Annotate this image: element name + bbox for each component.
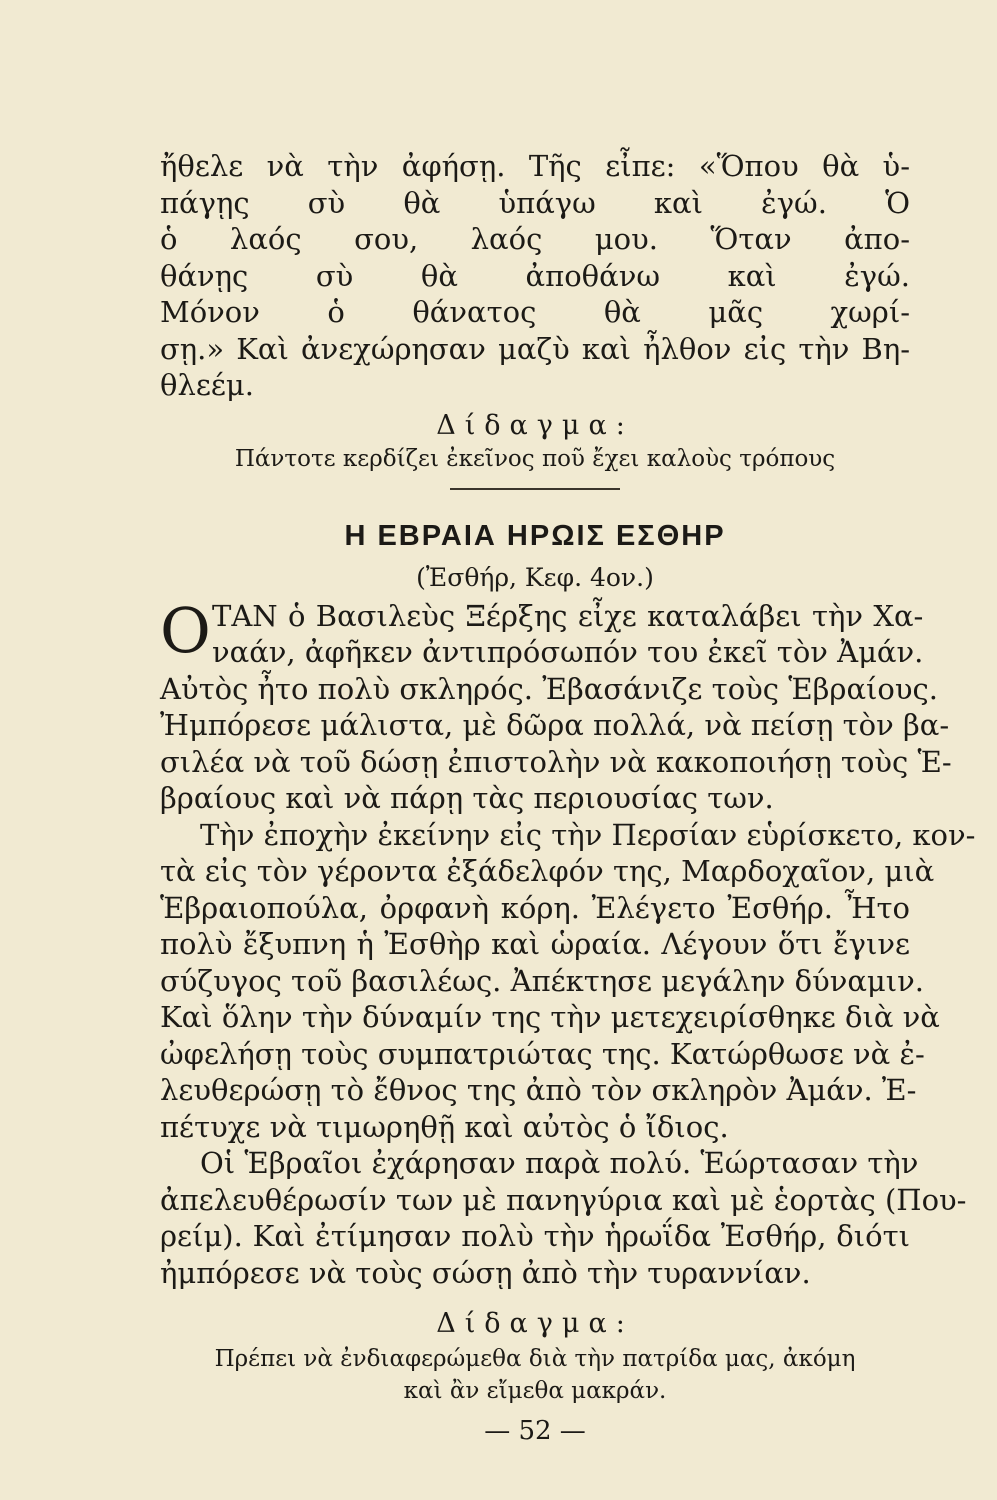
text-line: Μόνον ὁ θάνατος θὰ μᾶς χωρί- [160, 295, 910, 329]
text-line: ὁ λαός σου, λαός μου. Ὅταν ἀπο- [160, 222, 910, 256]
text-line: πολὺ ἔξυπνη ἡ Ἐσθὴρ καὶ ὡραία. Λέγουν ὅτι ἔγινε [160, 927, 910, 961]
text-line: πάγῃς σὺ θὰ ὑπάγω καὶ ἐγώ. Ὁ [160, 185, 910, 220]
section-divider [450, 488, 620, 490]
lesson-text: καὶ ἂν εἴμεθα μακράν. [403, 1378, 667, 1404]
paragraph-1 [160, 671, 952, 817]
story-title: Η ΕΒΡΑΙΑ ΗΡΩΙΣ ΕΣΘΗΡ [344, 519, 726, 552]
text-line: τὰ εἰς τὸν γέροντα ἐξάδελφόν της, Μαρδοχαῖον, μιὰ [160, 854, 935, 888]
opening-paragraph [160, 593, 924, 671]
text-line: βραίους καὶ νὰ πάρῃ τὰς περιουσίας των. [160, 781, 774, 815]
text-line: ὠφελήσῃ τοὺς συμπατριώτας της. Κατώρθωσε νὰ ἐ- [160, 1036, 925, 1071]
text-line: Ἑβραιοπούλα, ὀρφανὴ κόρη. Ἐλέγετο Ἐσθήρ. Ἦτο [160, 890, 910, 925]
text-line: πέτυχε νὰ τιμωρηθῇ καὶ αὐτὸς ὁ ἴδιος. [160, 1109, 729, 1144]
text-line: θλεέμ. [160, 368, 254, 402]
text-line: ναάν, ἀφῆκεν ἀντιπρόσωπόν του ἐκεῖ τὸν Ἀμάν. [212, 635, 924, 669]
top-paragraph [160, 148, 910, 404]
drop-cap-lines [212, 598, 923, 671]
page-number: — 52 — [484, 1416, 586, 1446]
text-line: σῃ.» Καὶ ἀνεχώρησαν μαζὺ καὶ ἦλθον εἰς τὴν Βη- [160, 331, 910, 366]
text-line: Ἠμπόρεσε μάλιστα, μὲ δῶρα πολλά, νὰ πείσῃ τὸν βα- [160, 708, 950, 742]
text-line: λευθερώσῃ τὸ ἔθνος της ἀπὸ τὸν σκληρὸν Ἀμάν. Ἐ- [160, 1073, 917, 1107]
text-line: σύζυγος τοῦ βασιλέως. Ἀπέκτησε μεγάλην δύναμιν. [160, 963, 924, 998]
lesson-text: Πρέπει νὰ ἐνδιαφερώμεθα διὰ τὴν πατρίδα μας, ἀκόμη [214, 1346, 856, 1372]
lesson-block-2 [160, 1305, 910, 1407]
lesson-block [160, 408, 910, 474]
lesson-title: Δίδαγμα: [436, 409, 634, 441]
paragraph-3 [160, 1145, 967, 1291]
paragraph-2 [160, 817, 976, 1146]
text-line: Τὴν ἐποχὴν ἐκείνην εἰς τὴν Περσίαν εὑρίσκετο, κον- [200, 817, 976, 852]
text-line: Αὐτὸς ἦτο πολὺ σκληρός. Ἐβασάνιζε τοὺς Ἑβραίους. [160, 671, 938, 706]
text-line: ἀπελευθέρωσίν των μὲ πανηγύρια καὶ μὲ ἑορτὰς (Που- [160, 1182, 967, 1217]
text-line: σιλέα νὰ τοῦ δώσῃ ἐπιστολὴν νὰ κακοποιήσῃ τοὺς Ἑ- [160, 744, 952, 779]
text-line: Οἱ Ἑβραῖοι ἐχάρησαν παρὰ πολύ. Ἑώρτασαν τὴν [200, 1146, 919, 1180]
lesson-title: Δίδαγμα: [436, 1308, 634, 1339]
text-line: θάνῃς σὺ θὰ ἀποθάνω καὶ ἐγώ. [160, 258, 910, 293]
text-line: Καὶ ὅλην τὴν δύναμίν της τὴν μετεχειρίσθηκε διὰ νὰ [160, 1000, 940, 1034]
story-subtitle: (Ἐσθήρ, Κεφ. 4ον.) [416, 562, 654, 592]
text-line: ΤΑΝ ὁ Βασιλεὺς Ξέρξης εἶχε καταλάβει τὴν Χα- [212, 598, 924, 633]
lesson-text: Πάντοτε κερδίζει ἐκεῖνος ποῦ ἔχει καλοὺς τρόπους [234, 445, 836, 472]
text-line: ἠμπόρεσε νὰ τοὺς σώσῃ ἀπὸ τὴν τυραννίαν. [160, 1255, 811, 1290]
drop-cap: Ο [160, 593, 211, 667]
text-line: ἤθελε νὰ τὴν ἀφήσῃ. Τῆς εἶπε: «Ὅπου θὰ ὑ- [160, 149, 910, 183]
page-content [160, 148, 976, 1451]
text-line: ρείμ). Καὶ ἐτίμησαν πολὺ τὴν ἡρωΐδα Ἐσθήρ, διότι [160, 1219, 910, 1253]
